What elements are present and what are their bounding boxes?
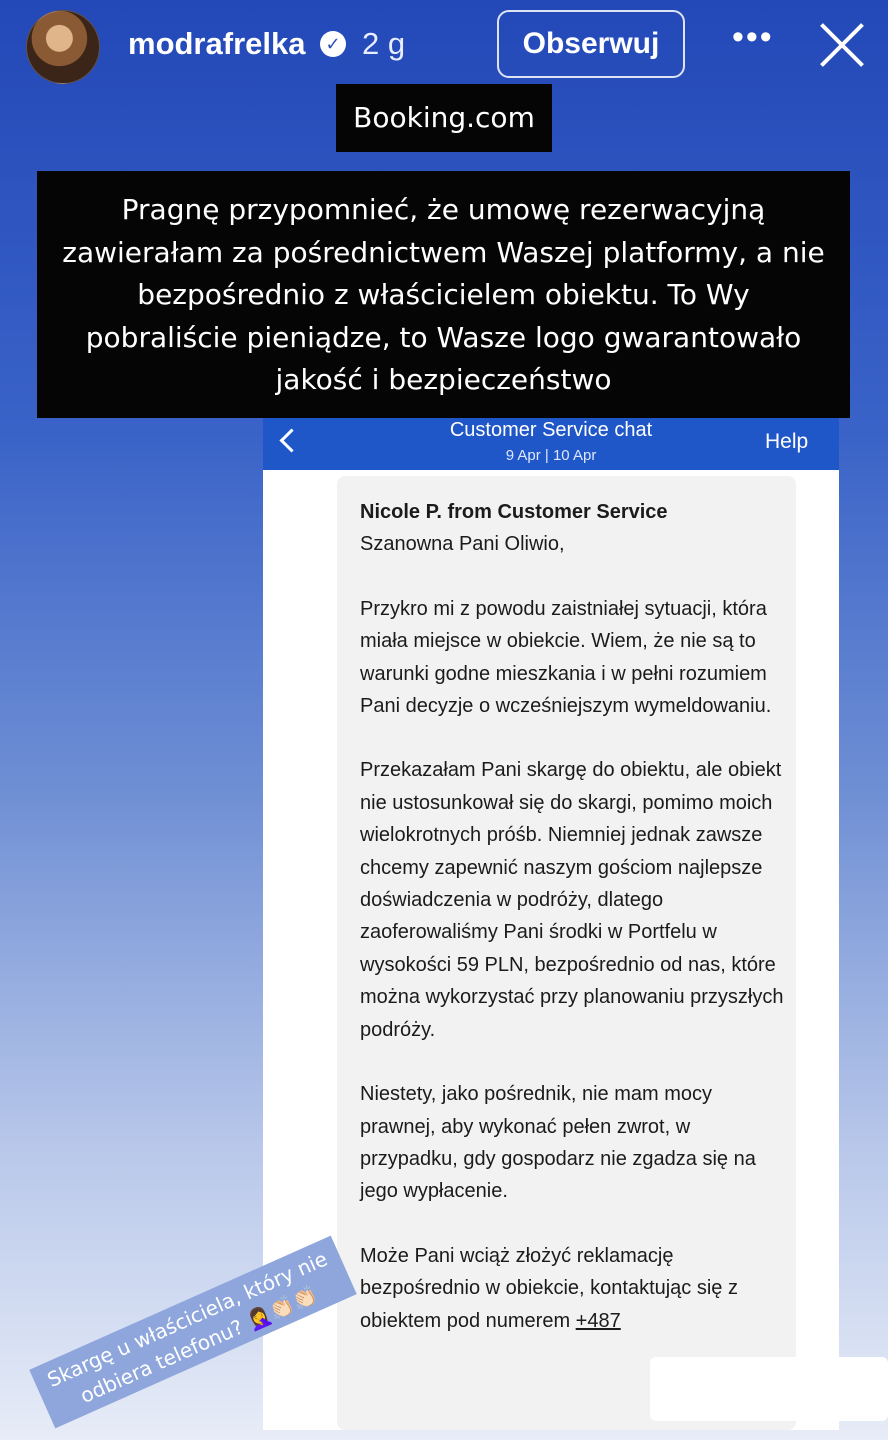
message-paragraph-4-text: Może Pani wciąż złożyć reklamację bezpośrednio w obiekcie, kontaktując się z obiektem pod numerem <box>360 1244 738 1332</box>
story-header <box>0 0 888 90</box>
message-sender: Nicole P. from Customer Service <box>360 501 668 523</box>
message-paragraph-2: Przekazałam Pani skargę do obiektu, ale obiekt nie ustosunkował się do skargi, pomimo moich wielokrotnych próśb. Niemniej jednak zawsze chcemy zapewnić naszym gościom najlepsze doświadczenia w podróży, dlatego zaoferowaliśmy Pani środki w Portfelu w wysokości 59 PLN, bezpośrednio od nas, które można wykorzystać przy planowaniu przyszłych podróży. <box>360 759 784 1041</box>
text-sticker: Skargę u właściciela, który nie odbiera telefonu? 🤦‍♀️👏🏻👏🏻 <box>29 1236 357 1429</box>
brand-tag: Booking.com <box>336 84 552 152</box>
chat-dates: 9 Apr | 10 Apr <box>505 447 597 464</box>
username[interactable]: modrafrelka <box>128 26 306 61</box>
chat-title: Customer Service chat <box>449 419 653 441</box>
close-icon[interactable] <box>818 20 868 70</box>
message-paragraph-3: Niestety, jako pośrednik, nie mam mocy prawnej, aby wykonać pełen zwrot, w przypadku, gdy gospodarz nie zgadza się na jego wypłacenie. <box>360 1083 756 1203</box>
more-options-icon[interactable]: ••• <box>732 18 774 56</box>
message-greeting: Szanowna Pani Oliwio, <box>360 533 565 556</box>
avatar[interactable] <box>26 10 100 84</box>
phone-link[interactable]: +487 <box>575 1309 621 1332</box>
post-time: 2 g <box>362 26 406 61</box>
message-content <box>360 496 790 1337</box>
redaction-overlay <box>650 1357 888 1421</box>
chat-header-bar <box>263 418 839 470</box>
message-paragraph-1: Przykro mi z powodu zaistniałej sytuacji, która miała miejsce w obiekcie. Wiem, że nie są to warunki godne mieszkania i w pełni rozumiem Pani decyzje o wcześniejszym wymeldowaniu. <box>360 597 772 718</box>
message-paragraph-4 <box>360 1240 790 1337</box>
quote-text: Pragnę przypomnieć, że umowę rezerwacyjną zawierałam za pośrednictwem Waszej platformy, a nie bezpośrednio z właścicielem obiektu. To Wy pobraliście pieniądze, to Wasze logo gwarantowało jakość i bezpieczeństwo <box>37 171 850 418</box>
help-link[interactable]: Help <box>765 430 809 453</box>
follow-button[interactable]: Obserwuj <box>497 10 685 78</box>
verified-badge-icon: ✓ <box>320 31 346 57</box>
